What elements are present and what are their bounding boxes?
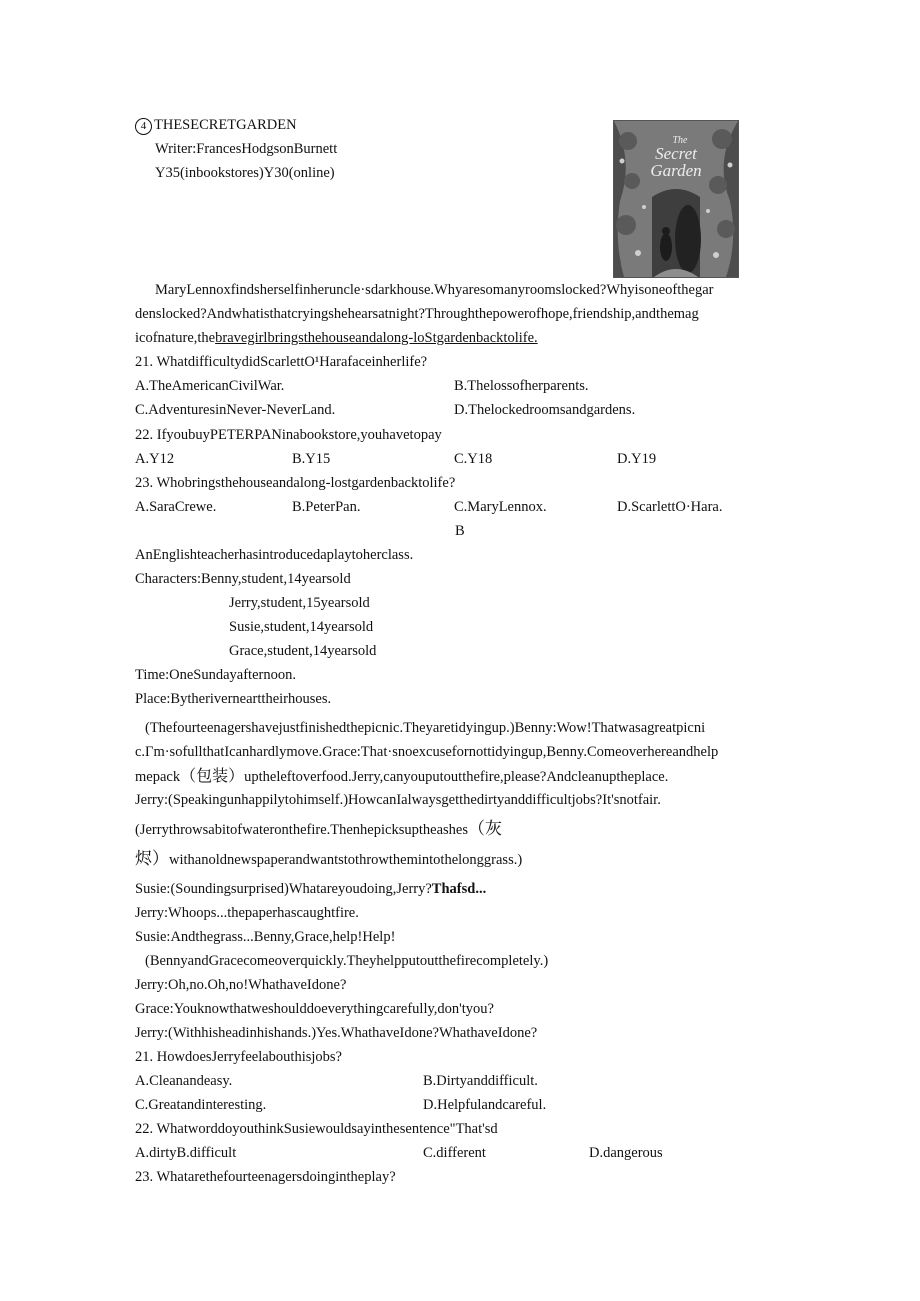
question-b23-stem: 23. Whatarethefourteenagersdoingintheplay? (135, 1169, 396, 1185)
question-a22-option-c: C.Y18 (454, 451, 493, 467)
play-text-line-7 (135, 880, 486, 898)
play-text-line-5 (135, 820, 502, 839)
play-text-line-13: Jerry:(Withhisheadinhishands.)Yes.WhathaveIdone?WhathaveIdone? (135, 1025, 538, 1041)
book-cover-illustration (614, 121, 738, 277)
cover-title-line-3: Garden (650, 161, 702, 180)
book-cover-image (613, 120, 739, 278)
question-b22-option-d: D.dangerous (589, 1145, 663, 1161)
book-description-line-1: MaryLennoxfindsherselfinheruncle·sdarkhouse.Whyaresomanyroomslocked?Whyisoneofthegar (155, 282, 714, 298)
question-a22-option-b: B.Y15 (292, 451, 331, 467)
item-number-circle: 4 (135, 118, 152, 135)
question-a23-option-b: B.PeterPan. (292, 499, 361, 515)
question-b21-option-c: C.Greatandinteresting. (135, 1097, 267, 1113)
question-a23-option-d: D.ScarlettO·Hara. (617, 499, 723, 515)
play-text-line-7-start: Susie:(Soundingsurprised)Whatareyoudoing,Jerry? (135, 881, 432, 897)
book-writer: Writer:FrancesHodgsonBurnett (155, 141, 338, 157)
characters-line-3: Susie,student,14yearsold (229, 619, 374, 635)
play-text-line-10: (BennyandGracecomeoverquickly.Theyhelpputoutthefirecompletely.) (145, 953, 549, 969)
chinese-gloss-ashes-2: 烬） (135, 849, 169, 869)
question-a21-option-d: D.Thelockedroomsandgardens. (454, 402, 636, 418)
play-text-line-4: Jerry:(Speakingunhappilytohimself.)HowcanIalwaysgetthedirtyanddifficultjobs?It'snotfair. (135, 792, 661, 808)
book-title-text: THESECRETGARDEN (154, 117, 297, 133)
play-place: Place:Bytherivernearttheirhouses. (135, 691, 332, 707)
characters-line-1: Characters:Benny,student,14yearsold (135, 571, 351, 587)
book-title (135, 116, 297, 135)
book-description-line-3 (135, 329, 538, 347)
question-b21-option-b: B.Dirtyanddifficult. (423, 1073, 538, 1089)
question-b22-option-ab: A.dirtyB.difficult (135, 1145, 237, 1161)
question-a22-stem: 22. IfyoubuyPETERPANinabookstore,youhavetopay (135, 427, 442, 443)
book-price: Y35(inbookstores)Y30(online) (155, 165, 335, 181)
play-text-line-11: Jerry:Oh,no.Oh,no!WhathaveIdone? (135, 977, 347, 993)
play-text-line-6 (135, 850, 522, 869)
characters-line-2: Jerry,student,15yearsold (229, 595, 370, 611)
section-b-heading: B (455, 523, 465, 539)
question-a21-option-b: B.Thelossofherparents. (454, 378, 589, 394)
question-a21-option-c: C.AdventuresinNever-NeverLand. (135, 402, 336, 418)
cover-title-line-1: The (672, 135, 688, 146)
question-b22-stem: 22. WhatworddoyouthinkSusiewouldsayinthesentence"That'sd (135, 1121, 498, 1137)
play-text-line-2: c.Γm·sofullthatIcanhardlymove.Grace:That·snoexcusefornottidyingup,Benny.Comeoverhereandhelp (135, 744, 719, 760)
question-a23-option-a: A.SaraCrewe. (135, 499, 217, 515)
play-text-line-1: (Thefourteenagershavejustfinishedthepicnic.Theyaretidyingup.)Benny:Wow!Thatwasagreatpicni (145, 720, 706, 736)
question-b21-option-d: D.Helpfulandcareful. (423, 1097, 547, 1113)
play-time: Time:OneSundayafternoon. (135, 667, 296, 683)
play-text-line-12: Grace:Youknowthatweshoulddoeverythingcarefully,don'tyou? (135, 1001, 494, 1017)
play-text-line-8: Jerry:Whoops...thepaperhascaughtfire. (135, 905, 359, 921)
play-text-line-3-end: uptheleftoverfood.Jerry,canyouputoutthefire,please?Andcleanuptheplace. (244, 769, 669, 785)
book-description-line-2: denslocked?Andwhatisthatcryingshehearsatnight?Throughthepowerofhope,friendship,andthemag (135, 306, 699, 322)
play-text-line-7-bold: Thafsd... (431, 881, 487, 897)
question-a23-stem: 23. Whobringsthehouseandalong-lostgardenbacktolife? (135, 475, 456, 491)
section-b-intro: AnEnglishteacherhasintroducedaplaytoherclass. (135, 547, 414, 563)
play-text-line-9: Susie:Andthegrass...Benny,Grace,help!Help! (135, 929, 396, 945)
book-description-underlined: bravegirlbringsthehouseandalong-loStgardenbacktolife. (215, 330, 538, 346)
play-text-line-5-start: (Jerrythrowsabitofwateronthefire.Thenhepicksuptheashes (135, 822, 468, 838)
play-text-line-6-end: withanoldnewspaperandwantstothrowthemintothelonggrass.) (169, 852, 523, 868)
question-a22-option-a: A.Y12 (135, 451, 175, 467)
characters-line-4: Grace,student,14yearsold (229, 643, 377, 659)
chinese-gloss-pack: （包装） (180, 766, 245, 785)
chinese-gloss-ashes-1: （灰 (467, 819, 502, 839)
cover-title-line-2: Secret (655, 144, 697, 163)
book-description-line-3-text: icofnature,the (135, 330, 216, 346)
question-b21-stem: 21. HowdoesJerryfeelabouthisjobs? (135, 1049, 342, 1065)
play-text-line-3-start: mepack (135, 769, 181, 785)
question-b21-option-a: A.Cleanandeasy. (135, 1073, 233, 1089)
question-b22-option-c: C.different (423, 1145, 486, 1161)
question-a21-stem: 21. WhatdifficultydidScarlettO¹Harafaceinherlife? (135, 354, 428, 370)
question-a22-option-d: D.Y19 (617, 451, 657, 467)
question-a21-option-a: A.TheAmericanCivilWar. (135, 378, 285, 394)
play-text-line-3 (135, 767, 668, 786)
question-a23-option-c: C.MaryLennox. (454, 499, 547, 515)
